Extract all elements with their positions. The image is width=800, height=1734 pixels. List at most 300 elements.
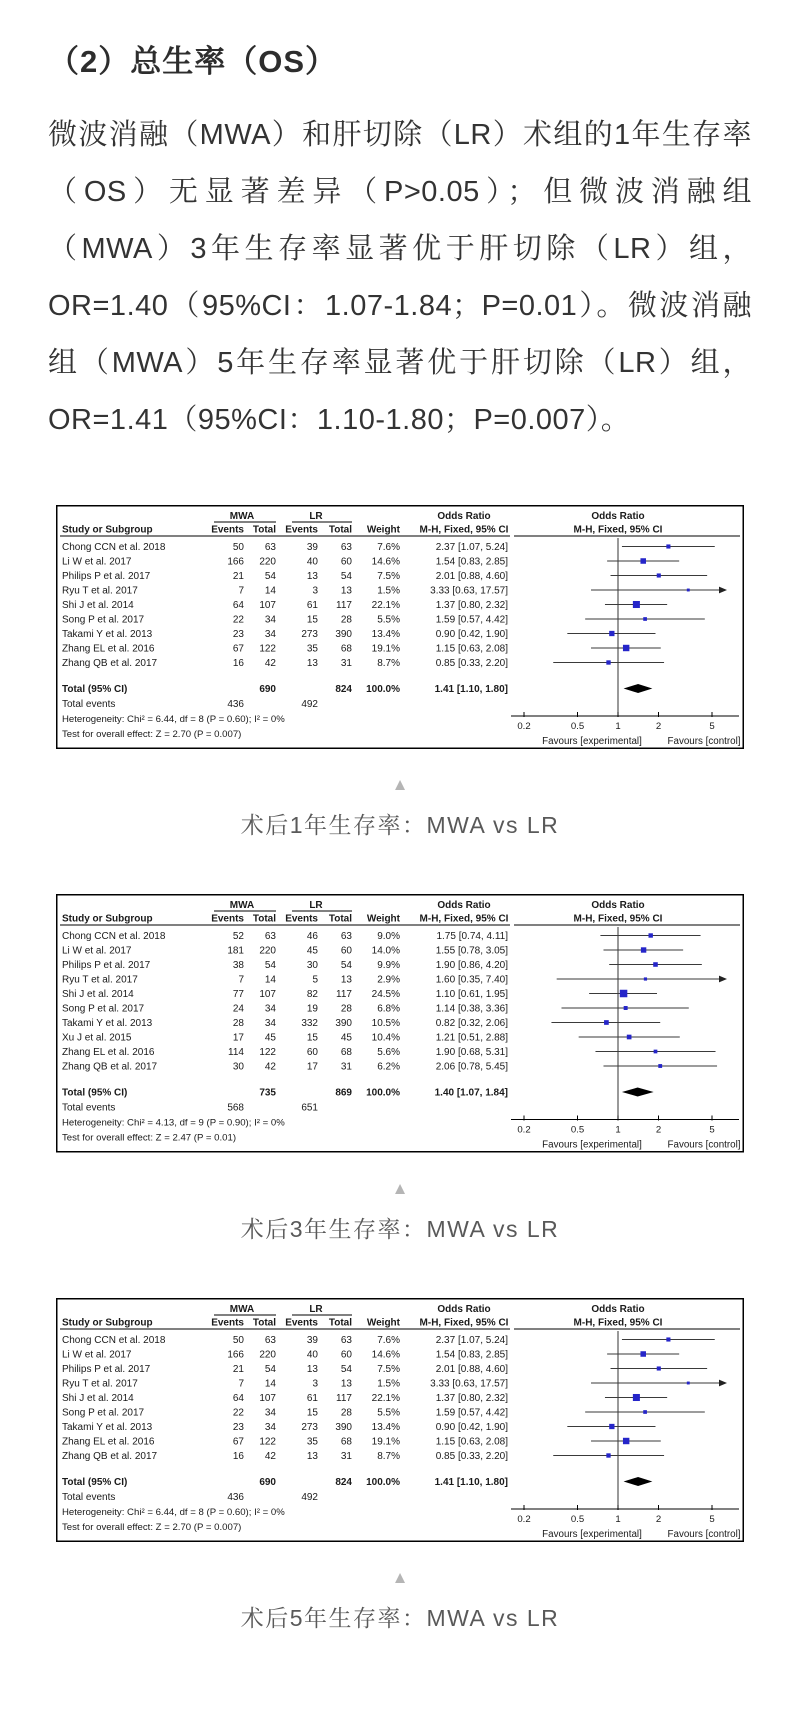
svg-text:Li W et al. 2017: Li W et al. 2017 (62, 556, 132, 568)
svg-text:31: 31 (340, 1450, 352, 1462)
svg-text:Song P et al. 2017: Song P et al. 2017 (62, 1407, 145, 1418)
svg-text:7.5%: 7.5% (377, 1363, 400, 1375)
svg-text:332: 332 (301, 1018, 318, 1029)
svg-text:Test for overall effect: Z = 2: Test for overall effect: Z = 2.47 (P = 0.01) (62, 1132, 237, 1144)
svg-text:Total: Total (328, 1317, 352, 1328)
svg-text:Favours [control]: Favours [control] (667, 736, 741, 747)
svg-text:1.54 [0.83, 2.85]: 1.54 [0.83, 2.85] (435, 556, 508, 568)
svg-text:77: 77 (232, 989, 244, 1000)
svg-text:LR: LR (309, 511, 323, 522)
svg-text:64: 64 (232, 1392, 244, 1404)
svg-text:45: 45 (306, 945, 318, 957)
svg-text:5: 5 (709, 1124, 715, 1136)
svg-text:17: 17 (232, 1032, 244, 1044)
svg-text:34: 34 (264, 1018, 276, 1029)
svg-text:273: 273 (301, 629, 318, 640)
svg-text:54: 54 (264, 1363, 276, 1375)
svg-text:30: 30 (306, 960, 318, 971)
svg-text:3: 3 (312, 585, 318, 597)
svg-text:0.82 [0.32, 2.06]: 0.82 [0.32, 2.06] (435, 1018, 508, 1029)
svg-text:13: 13 (340, 1378, 352, 1389)
forest-plot-5year (56, 1298, 744, 1542)
svg-text:7: 7 (238, 585, 244, 597)
svg-text:17: 17 (306, 1061, 318, 1073)
svg-text:Total (95% CI): Total (95% CI) (62, 684, 128, 695)
svg-text:Total: Total (328, 524, 352, 536)
svg-text:Shi J et al. 2014: Shi J et al. 2014 (62, 1392, 134, 1404)
svg-text:Favours [experimental]: Favours [experimental] (542, 1528, 642, 1540)
svg-text:42: 42 (264, 1450, 276, 1462)
svg-text:Chong CCN et al. 2018: Chong CCN et al. 2018 (62, 542, 166, 553)
figure-caption-1year: 术后1年生存率：MWA vs LR (240, 812, 560, 838)
svg-text:2: 2 (655, 1124, 662, 1136)
svg-text:107: 107 (259, 600, 276, 611)
svg-text:1.90 [0.68, 5.31]: 1.90 [0.68, 5.31] (435, 1047, 508, 1058)
svg-text:2.9%: 2.9% (377, 974, 400, 986)
svg-text:Weight: Weight (366, 524, 400, 536)
svg-text:Total: Total (252, 524, 276, 536)
svg-text:869: 869 (335, 1087, 352, 1099)
svg-text:1.5%: 1.5% (377, 1378, 400, 1389)
svg-text:14: 14 (264, 974, 276, 986)
svg-text:Shi J et al. 2014: Shi J et al. 2014 (62, 989, 134, 1000)
svg-text:Total events: Total events (62, 1491, 116, 1503)
svg-text:5.5%: 5.5% (377, 1407, 400, 1418)
svg-text:40: 40 (306, 1349, 318, 1360)
svg-text:181: 181 (227, 945, 244, 957)
svg-text:39: 39 (306, 542, 318, 553)
svg-text:34: 34 (264, 1407, 276, 1418)
svg-text:Shi J et al. 2014: Shi J et al. 2014 (62, 600, 134, 611)
svg-text:1.59 [0.57, 4.42]: 1.59 [0.57, 4.42] (435, 1407, 508, 1418)
svg-text:22: 22 (232, 614, 244, 626)
svg-text:63: 63 (264, 931, 276, 942)
svg-text:Total: Total (252, 913, 276, 925)
svg-text:13: 13 (306, 1450, 318, 1462)
svg-text:Takami Y et al. 2013: Takami Y et al. 2013 (62, 1421, 153, 1433)
svg-text:1.41 [1.10, 1.80]: 1.41 [1.10, 1.80] (434, 684, 508, 695)
svg-text:117: 117 (336, 989, 352, 1000)
svg-text:19.1%: 19.1% (371, 1436, 400, 1447)
svg-text:64: 64 (232, 600, 244, 611)
svg-text:14.6%: 14.6% (371, 556, 400, 568)
forest-plot-figure-1year (48, 505, 752, 840)
svg-text:23: 23 (232, 1421, 244, 1433)
svg-text:Favours [control]: Favours [control] (667, 1139, 741, 1151)
svg-text:14.0%: 14.0% (371, 945, 400, 957)
svg-text:42: 42 (264, 658, 276, 669)
svg-text:220: 220 (259, 556, 276, 568)
svg-text:10.4%: 10.4% (371, 1032, 400, 1044)
svg-text:M-H, Fixed, 95% CI: M-H, Fixed, 95% CI (573, 1317, 663, 1328)
svg-text:MWA: MWA (229, 900, 255, 911)
figure-caption-5year: 术后5年生存率：MWA vs LR (240, 1604, 560, 1631)
svg-text:8.7%: 8.7% (377, 658, 400, 669)
svg-text:Total: Total (328, 913, 352, 925)
svg-text:5.6%: 5.6% (377, 1047, 400, 1058)
svg-text:568: 568 (227, 1102, 244, 1114)
svg-text:117: 117 (336, 1392, 352, 1404)
svg-text:1.90 [0.86, 4.20]: 1.90 [0.86, 4.20] (435, 960, 508, 971)
svg-text:1.40 [1.07, 1.84]: 1.40 [1.07, 1.84] (434, 1087, 508, 1099)
svg-text:28: 28 (340, 614, 352, 626)
svg-text:1.41 [1.10, 1.80]: 1.41 [1.10, 1.80] (434, 1476, 508, 1488)
svg-text:28: 28 (340, 1003, 352, 1015)
svg-text:Odds Ratio: Odds Ratio (437, 511, 491, 522)
figure-caption-3year: 术后3年生存率：MWA vs LR (240, 1215, 560, 1242)
svg-text:Song P et al. 2017: Song P et al. 2017 (62, 1003, 145, 1015)
svg-text:24: 24 (232, 1003, 244, 1015)
svg-text:Zhang EL et al. 2016: Zhang EL et al. 2016 (62, 643, 155, 655)
svg-text:Heterogeneity: Chi² = 6.44, df: Heterogeneity: Chi² = 6.44, df = 8 (P = 0.60); I² = 0% (62, 714, 285, 725)
svg-text:1.75 [0.74, 4.11]: 1.75 [0.74, 4.11] (436, 931, 508, 942)
svg-text:M-H, Fixed, 95% CI: M-H, Fixed, 95% CI (573, 524, 663, 536)
svg-text:14: 14 (264, 1378, 276, 1389)
svg-text:7.6%: 7.6% (377, 1334, 400, 1346)
svg-text:50: 50 (232, 542, 244, 553)
svg-text:122: 122 (259, 1047, 276, 1058)
svg-text:492: 492 (301, 699, 318, 710)
svg-text:Ryu T et al. 2017: Ryu T et al. 2017 (62, 1378, 138, 1389)
svg-text:Events: Events (211, 913, 244, 925)
svg-text:Philips P et al. 2017: Philips P et al. 2017 (62, 960, 151, 971)
svg-text:Odds Ratio: Odds Ratio (591, 900, 645, 911)
svg-text:Li W et al. 2017: Li W et al. 2017 (62, 1349, 132, 1360)
svg-text:82: 82 (306, 989, 318, 1000)
svg-text:0.90 [0.42, 1.90]: 0.90 [0.42, 1.90] (435, 629, 508, 640)
svg-text:Zhang QB et al. 2017: Zhang QB et al. 2017 (62, 658, 158, 669)
svg-text:54: 54 (340, 1363, 352, 1375)
svg-text:390: 390 (335, 1018, 352, 1029)
svg-text:16: 16 (232, 658, 244, 669)
svg-text:2.37 [1.07, 5.24]: 2.37 [1.07, 5.24] (435, 1334, 508, 1346)
svg-text:220: 220 (259, 945, 276, 957)
svg-text:5: 5 (709, 721, 715, 732)
svg-text:824: 824 (335, 1476, 352, 1488)
svg-text:Events: Events (285, 1317, 318, 1328)
collapse-triangle-icon: ▲ (391, 775, 409, 794)
svg-text:1.10 [0.61, 1.95]: 1.10 [0.61, 1.95] (435, 989, 508, 1000)
svg-text:Heterogeneity: Chi² = 6.44, df: Heterogeneity: Chi² = 6.44, df = 8 (P = 0.60); I² = 0% (62, 1506, 285, 1518)
svg-text:63: 63 (340, 1334, 352, 1346)
svg-text:M-H, Fixed, 95% CI: M-H, Fixed, 95% CI (419, 524, 509, 536)
svg-text:42: 42 (264, 1061, 276, 1073)
svg-text:5: 5 (709, 1513, 715, 1525)
svg-text:50: 50 (232, 1334, 244, 1346)
svg-text:15: 15 (306, 1407, 318, 1418)
svg-text:63: 63 (264, 1334, 276, 1346)
svg-text:7.5%: 7.5% (377, 571, 400, 582)
svg-text:2: 2 (655, 1513, 662, 1525)
svg-text:15: 15 (306, 1032, 318, 1044)
svg-text:63: 63 (340, 931, 352, 942)
svg-text:MWA: MWA (229, 1303, 255, 1315)
svg-text:Study or Subgroup: Study or Subgroup (62, 913, 153, 925)
svg-text:5.5%: 5.5% (377, 614, 400, 626)
svg-text:MWA: MWA (229, 511, 255, 522)
svg-text:31: 31 (340, 1061, 352, 1073)
svg-text:Ryu T et al. 2017: Ryu T et al. 2017 (62, 585, 138, 597)
svg-text:13: 13 (340, 585, 352, 597)
svg-text:23: 23 (232, 629, 244, 640)
svg-text:35: 35 (306, 1436, 318, 1447)
svg-text:Test for overall effect: Z = 2: Test for overall effect: Z = 2.70 (P = 0.007) (62, 729, 242, 740)
svg-text:54: 54 (264, 571, 276, 582)
svg-text:436: 436 (227, 1491, 244, 1503)
svg-text:68: 68 (340, 1047, 352, 1058)
svg-text:7: 7 (238, 974, 244, 986)
svg-text:735: 735 (259, 1087, 276, 1099)
svg-text:60: 60 (340, 945, 352, 957)
svg-text:0.85 [0.33, 2.20]: 0.85 [0.33, 2.20] (435, 1450, 508, 1462)
svg-text:Chong CCN et al. 2018: Chong CCN et al. 2018 (62, 931, 166, 942)
svg-text:273: 273 (301, 1421, 318, 1433)
svg-text:390: 390 (335, 1421, 352, 1433)
svg-text:60: 60 (340, 1349, 352, 1360)
svg-text:1.37 [0.80, 2.32]: 1.37 [0.80, 2.32] (435, 1392, 508, 1404)
svg-text:Favours [experimental]: Favours [experimental] (542, 1139, 642, 1151)
svg-text:13.4%: 13.4% (371, 1421, 400, 1433)
svg-text:Heterogeneity: Chi² = 4.13, df: Heterogeneity: Chi² = 4.13, df = 9 (P = 0.90); I² = 0% (62, 1117, 285, 1129)
svg-text:22: 22 (232, 1407, 244, 1418)
svg-text:39: 39 (306, 1334, 318, 1346)
svg-text:15: 15 (306, 614, 318, 626)
svg-text:7.6%: 7.6% (377, 542, 400, 553)
svg-text:35: 35 (306, 643, 318, 655)
svg-text:Odds Ratio: Odds Ratio (437, 1303, 491, 1315)
figure-caption-block-5year (48, 1568, 752, 1633)
svg-text:63: 63 (340, 542, 352, 553)
svg-text:LR: LR (309, 1303, 323, 1315)
svg-text:Favours [experimental]: Favours [experimental] (542, 736, 642, 747)
svg-text:40: 40 (306, 556, 318, 568)
svg-text:114: 114 (228, 1047, 244, 1058)
svg-text:LR: LR (309, 900, 323, 911)
svg-text:19.1%: 19.1% (371, 643, 400, 655)
svg-text:31: 31 (340, 658, 352, 669)
svg-text:9.9%: 9.9% (377, 960, 400, 971)
svg-text:67: 67 (232, 1436, 244, 1447)
svg-text:Odds Ratio: Odds Ratio (591, 511, 645, 522)
svg-text:166: 166 (227, 556, 244, 568)
svg-text:Events: Events (285, 524, 318, 536)
svg-text:0.90 [0.42, 1.90]: 0.90 [0.42, 1.90] (435, 1421, 508, 1433)
svg-text:Events: Events (211, 524, 244, 536)
svg-text:0.5: 0.5 (570, 1513, 585, 1525)
svg-text:Study or Subgroup: Study or Subgroup (62, 524, 153, 536)
svg-text:6.8%: 6.8% (377, 1003, 400, 1015)
svg-text:24.5%: 24.5% (371, 989, 400, 1000)
collapse-triangle-icon: ▲ (391, 1567, 409, 1587)
svg-text:Study or Subgroup: Study or Subgroup (62, 1317, 153, 1328)
svg-text:67: 67 (232, 643, 244, 655)
svg-text:1.15 [0.63, 2.08]: 1.15 [0.63, 2.08] (435, 643, 508, 655)
svg-text:M-H, Fixed, 95% CI: M-H, Fixed, 95% CI (419, 1317, 509, 1328)
svg-text:824: 824 (335, 684, 352, 695)
svg-text:Events: Events (285, 913, 318, 925)
svg-text:45: 45 (340, 1032, 352, 1044)
svg-text:Total events: Total events (62, 699, 116, 710)
svg-text:34: 34 (264, 614, 276, 626)
svg-text:M-H, Fixed, 95% CI: M-H, Fixed, 95% CI (419, 913, 509, 925)
svg-text:68: 68 (340, 643, 352, 655)
svg-text:6.2%: 6.2% (377, 1061, 400, 1073)
svg-text:13.4%: 13.4% (371, 629, 400, 640)
svg-text:38: 38 (232, 960, 244, 971)
svg-text:Philips P et al. 2017: Philips P et al. 2017 (62, 1363, 151, 1375)
svg-text:1: 1 (615, 721, 621, 732)
svg-text:2.37 [1.07, 5.24]: 2.37 [1.07, 5.24] (435, 542, 508, 553)
svg-text:3.33 [0.63, 17.57]: 3.33 [0.63, 17.57] (430, 1378, 508, 1389)
svg-text:16: 16 (232, 1450, 244, 1462)
svg-text:28: 28 (340, 1407, 352, 1418)
svg-text:14.6%: 14.6% (371, 1349, 400, 1360)
svg-text:690: 690 (259, 1476, 276, 1488)
svg-text:Philips P et al. 2017: Philips P et al. 2017 (62, 571, 151, 582)
svg-text:0.5: 0.5 (570, 1124, 585, 1136)
svg-text:34: 34 (264, 1003, 276, 1015)
svg-text:30: 30 (232, 1061, 244, 1073)
svg-text:1.15 [0.63, 2.08]: 1.15 [0.63, 2.08] (435, 1436, 508, 1447)
svg-text:0.5: 0.5 (570, 721, 585, 732)
figure-caption-block-3year (48, 1179, 752, 1244)
svg-text:22.1%: 22.1% (371, 600, 400, 611)
svg-text:0.2: 0.2 (517, 1124, 531, 1136)
svg-text:9.0%: 9.0% (377, 931, 400, 942)
svg-text:63: 63 (264, 542, 276, 553)
svg-text:5: 5 (312, 974, 318, 986)
svg-text:54: 54 (264, 960, 276, 971)
svg-text:1.5%: 1.5% (377, 585, 400, 597)
svg-text:Total: Total (252, 1317, 276, 1328)
svg-text:117: 117 (336, 600, 352, 611)
svg-text:1.21 [0.51, 2.88]: 1.21 [0.51, 2.88] (435, 1032, 508, 1044)
svg-text:100.0%: 100.0% (366, 684, 400, 695)
svg-text:Total events: Total events (62, 1102, 116, 1114)
svg-text:Weight: Weight (366, 1317, 400, 1328)
svg-text:46: 46 (306, 931, 318, 942)
svg-text:68: 68 (340, 1436, 352, 1447)
svg-text:107: 107 (259, 989, 276, 1000)
svg-text:Total (95% CI): Total (95% CI) (62, 1087, 128, 1099)
svg-text:122: 122 (259, 643, 276, 655)
svg-text:122: 122 (259, 1436, 276, 1447)
svg-text:220: 220 (259, 1349, 276, 1360)
svg-text:7: 7 (238, 1378, 244, 1389)
svg-text:1.59 [0.57, 4.42]: 1.59 [0.57, 4.42] (435, 614, 508, 626)
svg-text:61: 61 (306, 600, 318, 611)
collapse-triangle-icon: ▲ (391, 1178, 409, 1198)
svg-text:436: 436 (227, 699, 244, 710)
svg-text:1.14 [0.38, 3.36]: 1.14 [0.38, 3.36] (435, 1003, 508, 1015)
svg-text:Zhang EL et al. 2016: Zhang EL et al. 2016 (62, 1047, 155, 1058)
svg-text:690: 690 (259, 684, 276, 695)
svg-text:Weight: Weight (366, 913, 400, 925)
svg-text:166: 166 (227, 1349, 244, 1360)
figure-caption-block-1year (48, 775, 752, 840)
svg-text:34: 34 (264, 629, 276, 640)
svg-text:2.01 [0.88, 4.60]: 2.01 [0.88, 4.60] (435, 1363, 508, 1375)
svg-text:0.2: 0.2 (517, 1513, 531, 1525)
svg-text:60: 60 (340, 556, 352, 568)
svg-text:492: 492 (301, 1491, 318, 1503)
forest-plot-1year (56, 505, 744, 749)
svg-text:13: 13 (306, 658, 318, 669)
svg-text:13: 13 (306, 1363, 318, 1375)
svg-text:1.54 [0.83, 2.85]: 1.54 [0.83, 2.85] (435, 1349, 508, 1360)
svg-text:21: 21 (232, 571, 244, 582)
svg-text:13: 13 (306, 571, 318, 582)
svg-text:52: 52 (232, 931, 244, 942)
svg-text:1.55 [0.78, 3.05]: 1.55 [0.78, 3.05] (435, 945, 508, 957)
svg-text:Zhang QB et al. 2017: Zhang QB et al. 2017 (62, 1450, 158, 1462)
body-paragraph: 微波消融（MWA）和肝切除（LR）术组的1年生存率（OS）无显著差异（P>0.05）；但微波消融组（MWA）3年生存率显著优于肝切除（LR）组，OR=1.40（95%CI：1.07-1.84；P=0.01）。微波消融组（MWA）5年生存率显著优于肝切除（LR）组，OR=1.41（95%CI：1.10-1.80；P=0.007）。 (48, 119, 752, 436)
svg-text:3.33 [0.63, 17.57]: 3.33 [0.63, 17.57] (430, 585, 508, 597)
svg-text:0.85 [0.33, 2.20]: 0.85 [0.33, 2.20] (435, 658, 508, 669)
svg-text:107: 107 (259, 1392, 276, 1404)
svg-text:8.7%: 8.7% (377, 1450, 400, 1462)
svg-text:2: 2 (655, 721, 662, 732)
svg-text:1: 1 (615, 1124, 621, 1136)
svg-text:Odds Ratio: Odds Ratio (437, 900, 491, 911)
svg-text:Xu J et al. 2015: Xu J et al. 2015 (62, 1032, 132, 1044)
svg-text:Li W et al. 2017: Li W et al. 2017 (62, 945, 132, 957)
page-title: （2）总生率（OS） (48, 44, 338, 79)
svg-text:Favours [control]: Favours [control] (667, 1528, 741, 1540)
svg-text:19: 19 (306, 1003, 318, 1015)
svg-text:Test for overall effect: Z = 2: Test for overall effect: Z = 2.70 (P = 0.007) (62, 1521, 242, 1533)
svg-text:Takami Y et al. 2013: Takami Y et al. 2013 (62, 1018, 153, 1029)
svg-text:28: 28 (232, 1018, 244, 1029)
svg-text:34: 34 (264, 1421, 276, 1433)
svg-text:60: 60 (306, 1047, 318, 1058)
svg-text:Odds Ratio: Odds Ratio (591, 1303, 645, 1315)
forest-plot-figure-3year (48, 894, 752, 1244)
svg-text:2.01 [0.88, 4.60]: 2.01 [0.88, 4.60] (435, 571, 508, 582)
svg-text:1.60 [0.35, 7.40]: 1.60 [0.35, 7.40] (435, 974, 508, 986)
svg-text:100.0%: 100.0% (366, 1087, 400, 1099)
svg-text:22.1%: 22.1% (371, 1392, 400, 1404)
svg-text:1.37 [0.80, 2.32]: 1.37 [0.80, 2.32] (435, 600, 508, 611)
svg-text:Zhang EL et al. 2016: Zhang EL et al. 2016 (62, 1436, 155, 1447)
svg-text:45: 45 (264, 1032, 276, 1044)
svg-text:0.2: 0.2 (517, 721, 531, 732)
svg-text:Song P et al. 2017: Song P et al. 2017 (62, 614, 145, 626)
svg-text:21: 21 (232, 1363, 244, 1375)
forest-plot-3year (56, 894, 744, 1153)
svg-text:Ryu T et al. 2017: Ryu T et al. 2017 (62, 974, 138, 986)
svg-text:54: 54 (340, 960, 352, 971)
svg-text:Takami Y et al. 2013: Takami Y et al. 2013 (62, 629, 153, 640)
svg-text:Chong CCN et al. 2018: Chong CCN et al. 2018 (62, 1334, 166, 1346)
svg-text:390: 390 (335, 629, 352, 640)
svg-text:13: 13 (340, 974, 352, 986)
svg-text:Zhang QB et al. 2017: Zhang QB et al. 2017 (62, 1061, 158, 1073)
svg-text:10.5%: 10.5% (371, 1018, 400, 1029)
svg-text:100.0%: 100.0% (366, 1476, 400, 1488)
svg-text:Total (95% CI): Total (95% CI) (62, 1476, 128, 1488)
svg-text:Events: Events (211, 1317, 244, 1328)
svg-text:1: 1 (615, 1513, 621, 1525)
forest-plot-figure-5year (48, 1298, 752, 1633)
svg-text:54: 54 (340, 571, 352, 582)
svg-text:3: 3 (312, 1378, 318, 1389)
svg-text:651: 651 (301, 1102, 318, 1114)
svg-text:61: 61 (306, 1392, 318, 1404)
svg-text:M-H, Fixed, 95% CI: M-H, Fixed, 95% CI (573, 913, 663, 925)
svg-text:2.06 [0.78, 5.45]: 2.06 [0.78, 5.45] (435, 1061, 508, 1073)
svg-text:14: 14 (264, 585, 276, 597)
